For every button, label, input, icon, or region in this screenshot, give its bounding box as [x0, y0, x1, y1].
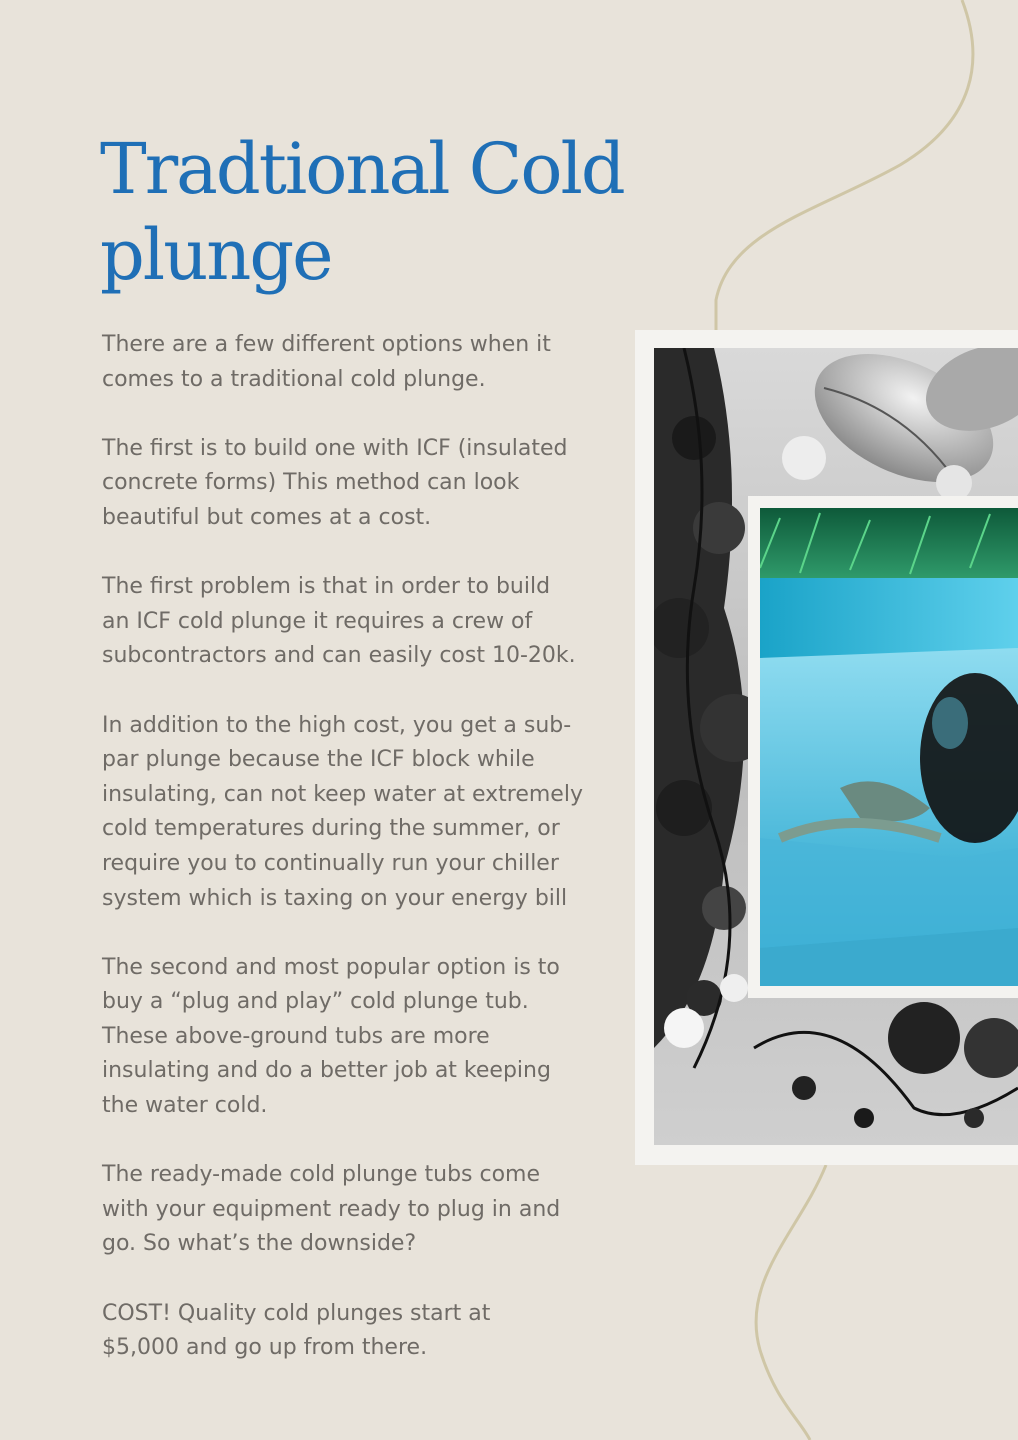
paragraph-icf: The first is to build one with ICF (insulated concrete forms) This method can look beautiful but comes at a cost. [102, 435, 568, 530]
body-text [102, 328, 602, 1400]
cold-plunge-photo [760, 508, 1018, 986]
paragraph-high-cost: In addition to the high cost, you get a sub- par plunge because the ICF block while insulating, can not keep water at extremely cold temperatures during the summer, or require you to continually run your chiller system which is taxing on your energy bill [102, 712, 583, 911]
paragraph-first-problem: The first problem is that in order to build an ICF cold plunge it requires a crew of subcontractors and can easily cost 10-20k. [102, 574, 576, 669]
paragraph-plug-and-play: The second and most popular option is to buy a “plug and play” cold plunge tub. These above-ground tubs are more insulating and do a better job at keeping the water cold. [102, 954, 560, 1119]
paragraph-intro: There are a few different options when it comes to a traditional cold plunge. [102, 332, 551, 392]
page-title: Tradtional Cold plunge [100, 128, 624, 296]
paragraph-cost: COST! Quality cold plunges start at $5,000 and go up from there. [102, 1300, 491, 1361]
paragraph-ready-made: The ready-made cold plunge tubs come with your equipment ready to plug in and go. So what’s the downside? [102, 1162, 561, 1257]
